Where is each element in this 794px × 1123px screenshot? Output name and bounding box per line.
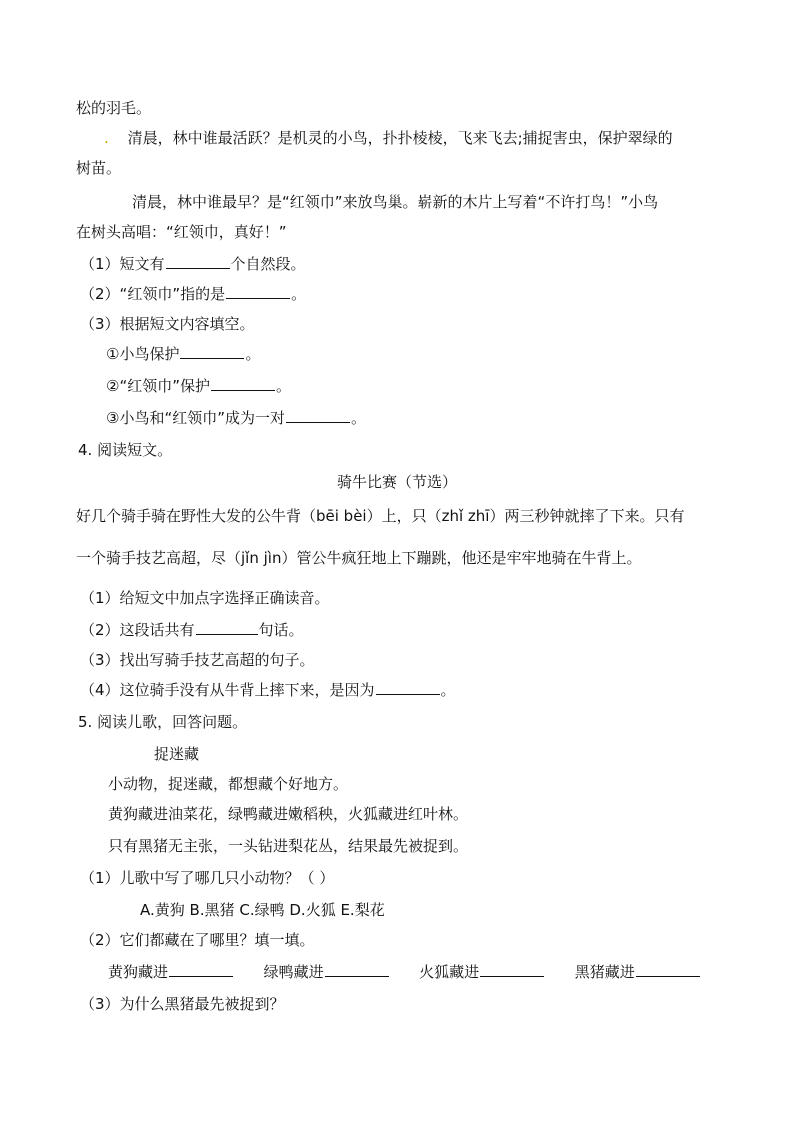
question-text: ②“红领巾”保护 xyxy=(106,377,210,395)
passage-line: 松的羽毛。 xyxy=(76,99,152,117)
question-1 xyxy=(80,254,306,274)
fill-label: 黑猪藏进 xyxy=(574,963,635,981)
section-4-question-4 xyxy=(80,680,456,700)
poem-title: 捉迷藏 xyxy=(154,745,200,763)
paragraph-2-text: 清晨，林中谁最活跃？是机灵的小鸟，扑扑棱棱，飞来飞去;捕捉害虫，保护翠绿的 xyxy=(127,129,673,147)
multiple-choice-options: A.黄狗 B.黑猪 C.绿鸭 D.火狐 E.梨花 xyxy=(140,901,385,919)
section-4-paragraph-line-2: 一个骑手技艺高超，尽（jǐn jìn）管公牛疯狂地上下蹦跳，他还是牢牢地骑在牛背上。 xyxy=(76,549,642,567)
paragraph-2-line-1 xyxy=(104,128,673,148)
dot-marker: . xyxy=(104,129,109,147)
answer-blank[interactable] xyxy=(286,408,350,423)
section-5-question-1: （1）儿歌中写了哪几只小动物？（ ） xyxy=(80,869,335,887)
question-text: （1）短文有 xyxy=(80,255,165,273)
question-text: ③小鸟和“红领巾”成为一对 xyxy=(106,409,285,427)
answer-blank[interactable] xyxy=(196,620,258,635)
answer-blank[interactable] xyxy=(169,962,233,977)
question-2 xyxy=(80,284,306,304)
question-text: 。 xyxy=(351,409,367,427)
question-text: ①小鸟保护 xyxy=(106,345,180,363)
fill-label: 黄狗藏进 xyxy=(108,963,169,981)
question-3b xyxy=(106,376,291,396)
question-text: 。 xyxy=(245,345,261,363)
question-text: （2）这段话共有 xyxy=(80,621,195,639)
answer-blank[interactable] xyxy=(376,680,440,695)
question-3a xyxy=(106,344,260,364)
question-text: 句话。 xyxy=(258,621,304,639)
answer-blank[interactable] xyxy=(211,376,275,391)
section-4-heading: 4. 阅读短文。 xyxy=(78,441,173,459)
answer-blank[interactable] xyxy=(166,254,230,269)
section-4-paragraph-line-1: 好几个骑手骑在野性大发的公牛背（bēi bèi）上，只（zhǐ zhī）两三秒钟就摔了下来。只有 xyxy=(76,507,685,525)
section-4-question-1: （1）给短文中加点字选择正确读音。 xyxy=(80,589,330,607)
question-3: （3）根据短文内容填空。 xyxy=(80,315,255,333)
section-4-question-3: （3）找出写骑手技艺高超的句子。 xyxy=(80,651,315,669)
question-3c xyxy=(106,408,366,428)
section-5-question-3: （3）为什么黑猪最先被捉到？ xyxy=(80,995,285,1013)
paragraph-2-line-2: 树苗。 xyxy=(76,159,122,177)
question-text: （4）这位骑手没有从牛背上摔下来，是因为 xyxy=(80,681,375,699)
question-text: 个自然段。 xyxy=(230,255,306,273)
answer-blank[interactable] xyxy=(480,962,544,977)
poem-line-1: 小动物，捉迷藏，都想藏个好地方。 xyxy=(108,775,349,793)
poem-line-3: 只有黑猪无主张，一头钻进梨花丛，结果最先被捉到。 xyxy=(108,837,469,855)
answer-blank[interactable] xyxy=(636,962,700,977)
fill-label: 火狐藏进 xyxy=(419,963,480,981)
answer-blank[interactable] xyxy=(325,962,389,977)
fill-in-row xyxy=(108,962,701,982)
poem-line-2: 黄狗藏进油菜花，绿鸭藏进嫩稻秧，火狐藏进红叶林。 xyxy=(108,805,469,823)
answer-blank[interactable] xyxy=(226,284,290,299)
section-5-question-2: （2）它们都藏在了哪里？填一填。 xyxy=(80,931,315,949)
fill-label: 绿鸭藏进 xyxy=(263,963,324,981)
section-4-title: 骑牛比赛（节选） xyxy=(336,473,457,491)
question-text: （2）“红领巾”指的是 xyxy=(80,285,226,303)
answer-blank[interactable] xyxy=(180,344,244,359)
section-5-heading: 5. 阅读儿歌，回答问题。 xyxy=(78,713,248,731)
paragraph-3-line-2: 在树头高唱：“红领巾，真好！” xyxy=(76,223,287,241)
section-4-question-2 xyxy=(80,620,304,640)
question-text: 。 xyxy=(440,681,456,699)
question-text: 。 xyxy=(291,285,307,303)
paragraph-3-line-1: 清晨，林中谁最早？是“红领巾”来放鸟巢。崭新的木片上写着“不许打鸟！”小鸟 xyxy=(132,193,659,211)
question-text: 。 xyxy=(276,377,292,395)
